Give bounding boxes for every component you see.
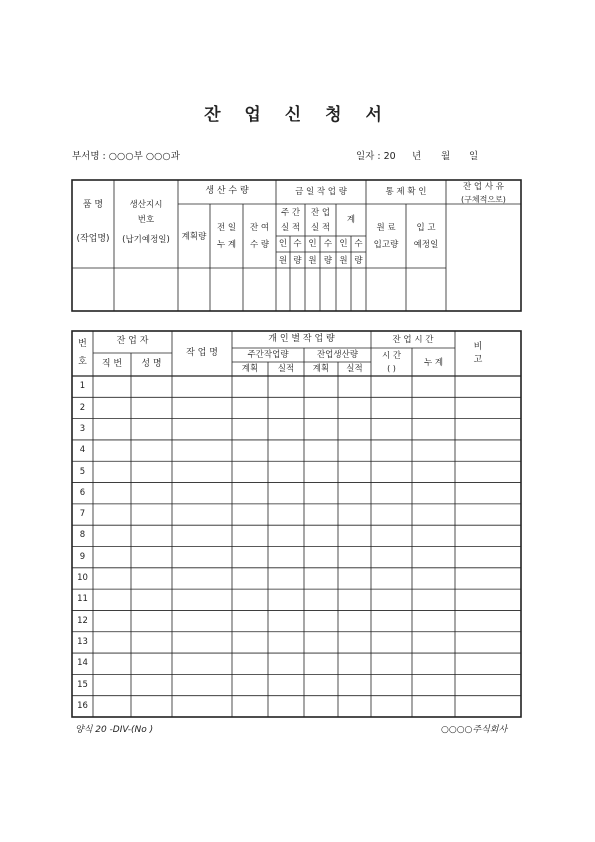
day-label: 일: [469, 151, 479, 162]
arrival-header-2: 예정일: [413, 239, 439, 250]
plan-header-2: 계획: [312, 363, 330, 374]
hours-unit: ( ): [387, 364, 396, 373]
prev-cum-header-1: 전 일: [216, 222, 237, 233]
material-header-1: 원 료: [376, 222, 396, 233]
row-number: 3: [79, 423, 86, 434]
remarks-header: 비 고: [473, 341, 503, 365]
weekly-work-header: 주간작업량: [247, 349, 289, 360]
cumulative-header: 누 계: [423, 357, 444, 368]
row-number: 14: [77, 658, 88, 669]
number-header-2: 호: [78, 357, 87, 368]
qty-header-3: 수: [354, 238, 363, 249]
job-header: 작 업 명: [186, 348, 218, 359]
row-number: 5: [79, 466, 86, 477]
row-number: 4: [79, 445, 86, 456]
qty-header-1: 수: [293, 238, 302, 249]
year-label: 년: [412, 151, 422, 162]
reason-detail-note: (구체적으로): [461, 195, 506, 204]
people-header-2: 인: [308, 238, 317, 249]
row-number: 7: [79, 509, 86, 520]
row-number: 10: [77, 573, 88, 584]
arrival-header-1: 입 고: [416, 222, 436, 233]
weekly-header-1: 주 간: [280, 207, 301, 218]
due-date-header: (납기예정일): [122, 234, 170, 245]
qty-unit-1: 량: [293, 255, 302, 266]
row-number: 9: [79, 551, 86, 562]
row-number: 11: [77, 594, 88, 605]
control-check-group: 통 제 확 인: [385, 186, 427, 197]
hours-header: 시 간: [381, 350, 402, 361]
name-header: 성 명: [141, 359, 162, 370]
overtime-reason-header: 잔 업 사 유: [463, 182, 504, 193]
overtime-header-2: 실 적: [310, 222, 331, 233]
qty-header-2: 수: [323, 238, 333, 249]
page-title: 잔 업 신 청 서: [204, 105, 391, 125]
total-header: 계: [346, 214, 356, 225]
row-number: 16: [77, 700, 88, 711]
individual-work-group: 개 인 별 작 업 량: [268, 334, 335, 345]
form-number: 양식 20 -DIV-(No ): [75, 725, 154, 735]
department-label: 부서명 : ○○○부 ○○○과: [72, 151, 180, 162]
item-name-header: 품 명: [82, 200, 104, 211]
today-work-group: 금 일 작 업 량: [295, 186, 347, 197]
row-number: 15: [77, 679, 88, 690]
weekly-header-2: 실 적: [280, 222, 301, 233]
overtime-prod-header: 잔업생산량: [316, 349, 359, 360]
row-number: 2: [79, 402, 86, 413]
qty-unit-2: 량: [323, 255, 333, 266]
overtime-worker-group: 잔 업 자: [116, 336, 149, 347]
row-number: 6: [79, 487, 86, 498]
row-number: 13: [77, 637, 88, 648]
number-header: 번호: [137, 214, 155, 225]
company-name: ○○○○주식회사: [441, 725, 508, 735]
people-header-3: 인: [339, 238, 348, 249]
rank-header: 직 번: [101, 359, 123, 370]
qty-unit-3: 량: [354, 255, 363, 266]
people-header-1: 인: [278, 238, 288, 249]
people-unit-2: 원: [308, 255, 317, 266]
remain-header-1: 잔 여: [249, 222, 270, 233]
number-header-1: 번: [78, 339, 87, 350]
row-number: 8: [79, 530, 86, 541]
people-unit-3: 원: [339, 255, 348, 266]
actual-header-1: 실적: [277, 363, 295, 374]
prev-cum-header-2: 누 계: [216, 239, 237, 250]
row-number: 12: [77, 615, 88, 626]
month-label: 월: [441, 151, 451, 162]
production-order-header: 생산지시: [129, 199, 163, 210]
plan-header-1: 계획: [241, 363, 259, 374]
actual-header-2: 실적: [346, 363, 363, 374]
production-qty-group: 생 산 수 량: [205, 186, 249, 197]
job-name-header: (작업명): [76, 234, 110, 245]
overtime-header-1: 잔 업: [310, 207, 331, 218]
material-header-2: 입고량: [373, 239, 399, 250]
plan-qty-header: 계획량: [181, 231, 207, 242]
row-number: 1: [79, 381, 86, 392]
remain-header-2: 수 량: [249, 239, 270, 250]
overtime-hours-group: 잔 업 시 간: [392, 334, 434, 345]
people-unit-1: 원: [278, 255, 288, 266]
date-label: 일자 : 20: [356, 151, 396, 162]
